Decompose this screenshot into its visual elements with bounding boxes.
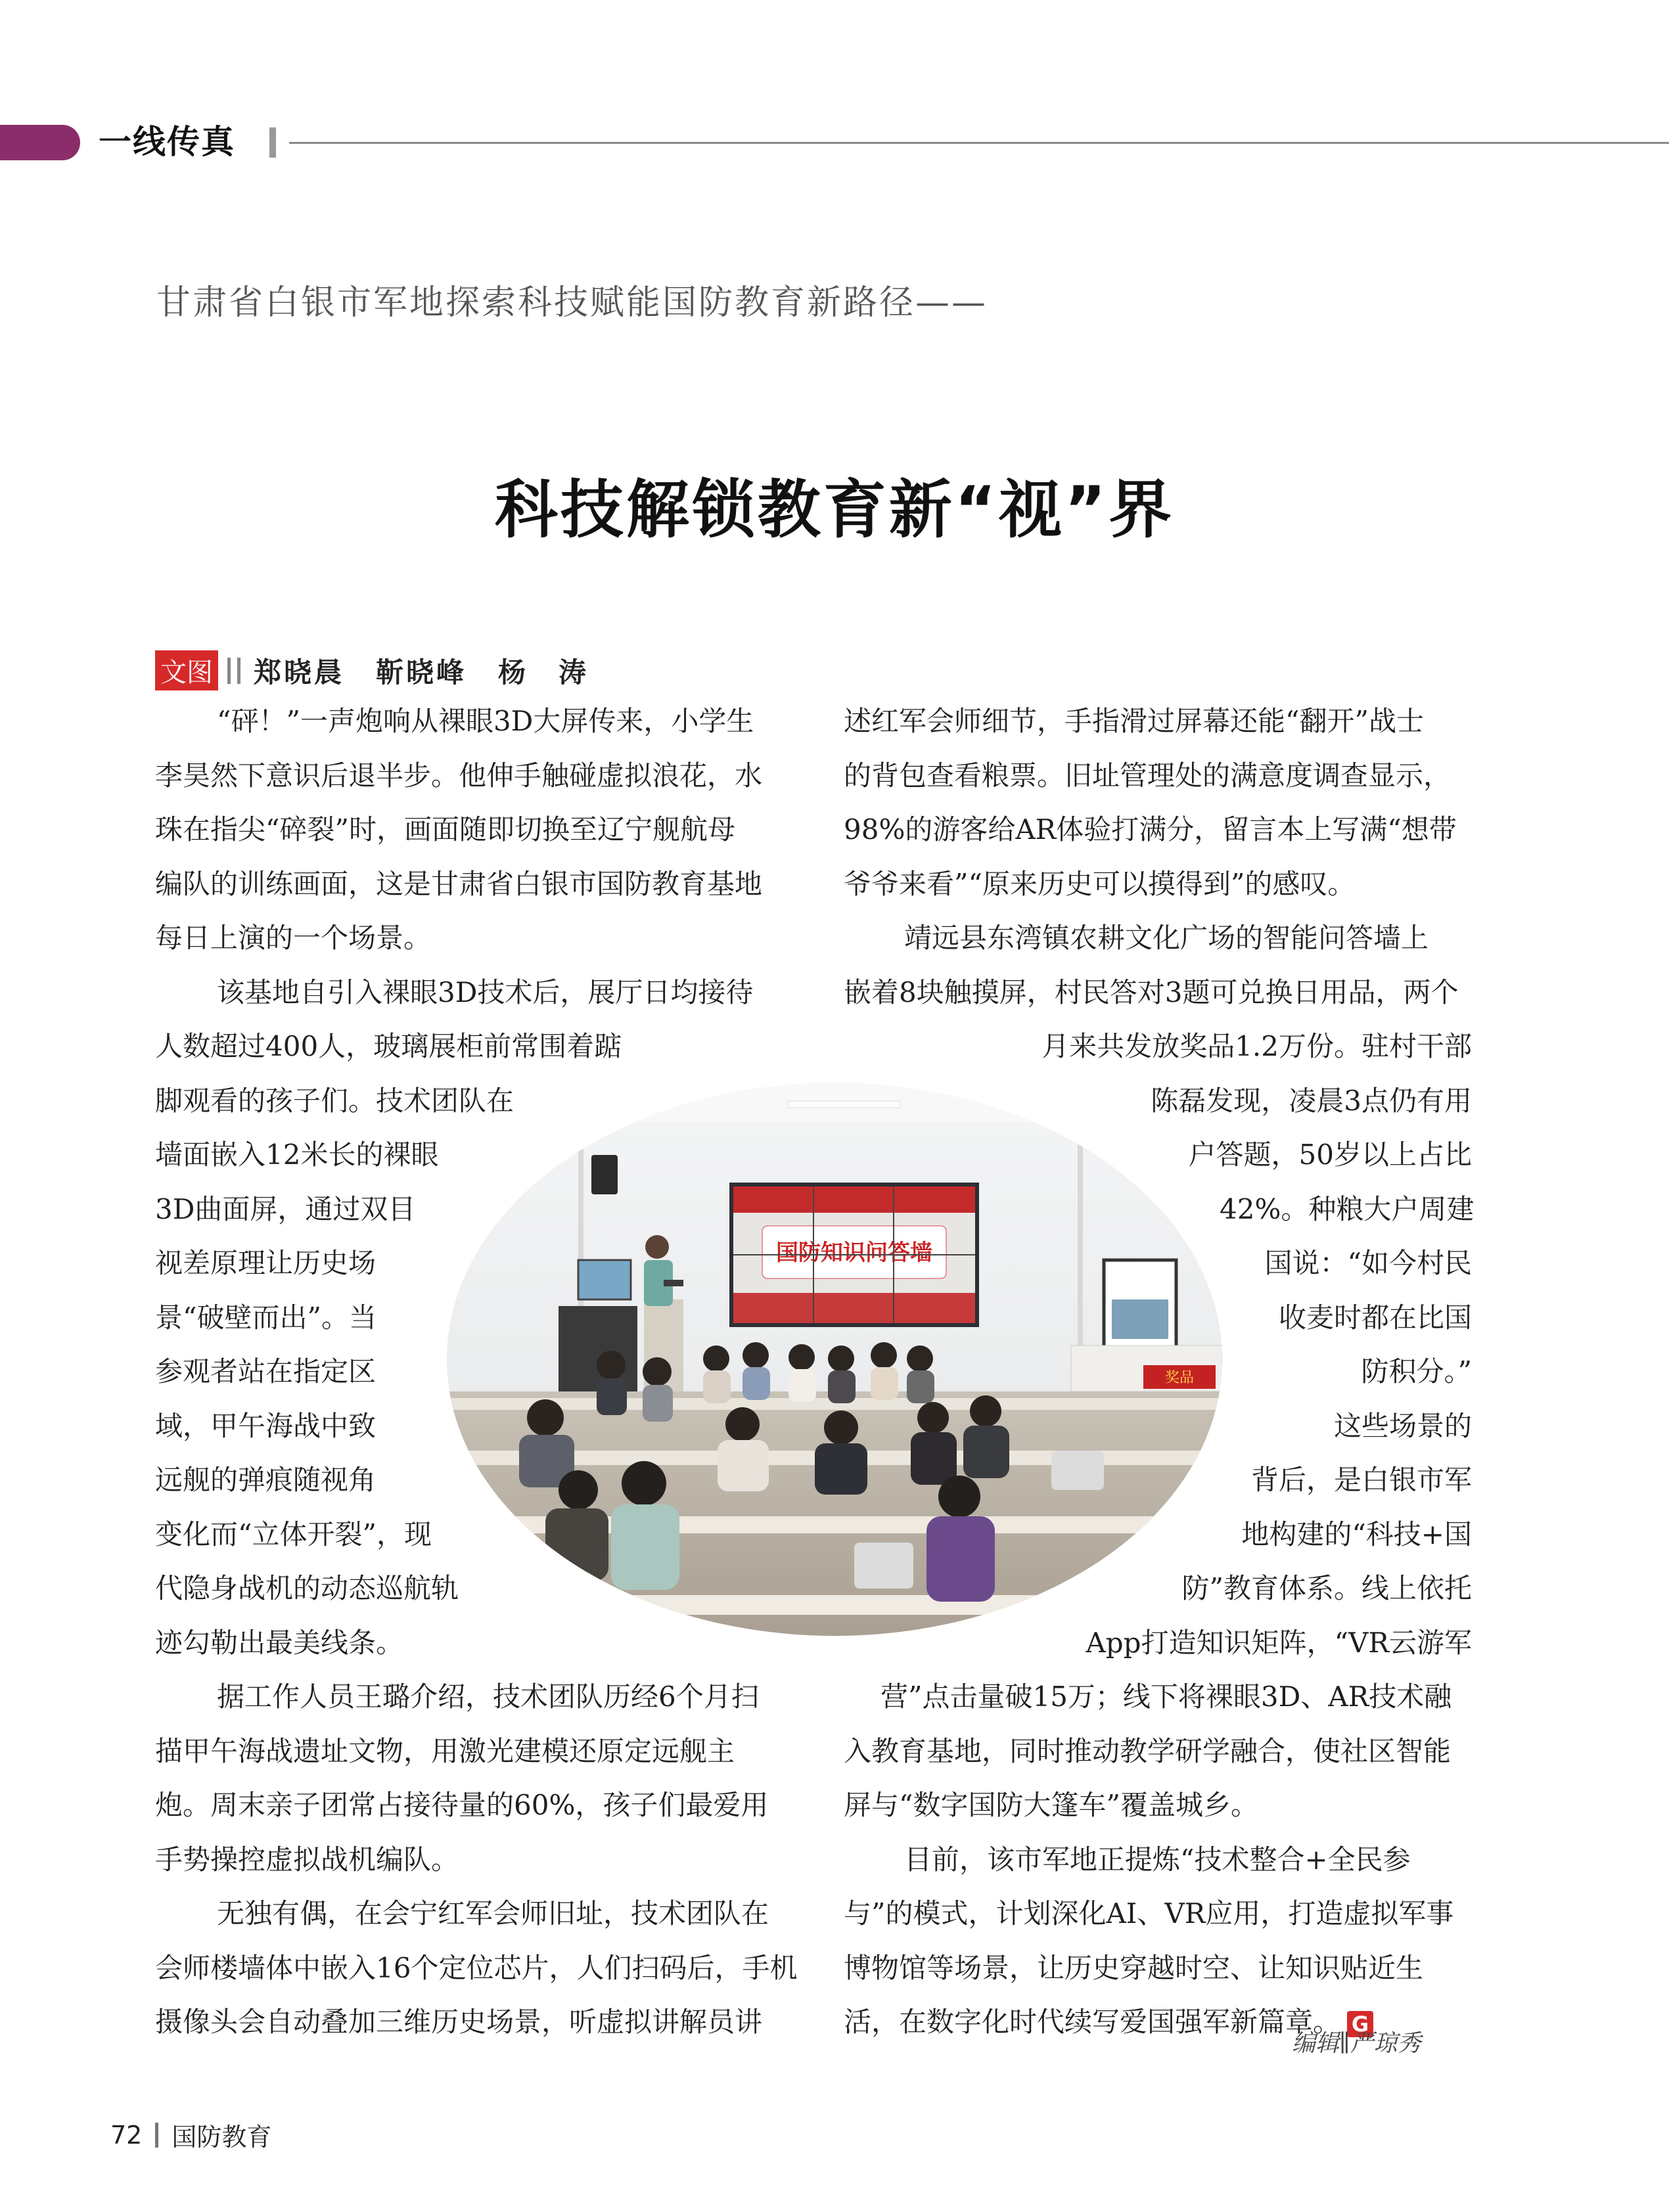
article-text-line: 陈磊发现，凌晨3点仍有用 xyxy=(1151,1084,1472,1117)
article-text-line: 3D曲面屏，通过双目 xyxy=(155,1192,416,1225)
article-text-line: 无独有偶，在会宁红军会师旧址，技术团队在 xyxy=(217,1897,769,1930)
article-text-line: 入教育基地，同时推动教学研学融合，使社区智能 xyxy=(844,1734,1452,1767)
magazine-name: 国防教育 xyxy=(171,2123,272,2152)
article-text-line: 墙面嵌入12米长的裸眼 xyxy=(155,1139,439,1171)
author-name: 郑晓晨 xyxy=(254,656,345,688)
article-text-line: 目前，该市军地正提炼“技术整合+全民参 xyxy=(904,1843,1411,1876)
byline xyxy=(155,650,620,690)
article-text-line: 嵌着8块触摸屏，村民答对3题可兑换日用品，两个 xyxy=(844,976,1459,1008)
section-title: 一线传真 xyxy=(99,123,235,161)
article-text-line: App打造知识矩阵，“VR云游军 xyxy=(1086,1626,1472,1659)
article-text-line-content: 活，在数字化时代续写爱国强军新篇章。 xyxy=(844,2006,1341,2038)
end-mark-icon: G xyxy=(1347,2011,1373,2037)
article-text-line: 该基地自引入裸眼3D技术后，展厅日均接待 xyxy=(217,976,754,1008)
article-text-line: 屏与“数字国防大篷车”覆盖城乡。 xyxy=(844,1789,1258,1821)
article-text-line: 与”的模式，计划深化AI、VR应用，打造虚拟军事 xyxy=(844,1897,1454,1930)
article-text-line: 珠在指尖“碎裂”时，画面随即切换至辽宁舰航母 xyxy=(155,813,735,846)
article-text-line: 国说：“如今村民 xyxy=(1264,1247,1472,1279)
classroom-photo xyxy=(447,1083,1222,1636)
article-text-line: 域，甲午海战中致 xyxy=(155,1409,377,1442)
article-text-line: 据工作人员王璐介绍，技术团队历经6个月扫 xyxy=(217,1681,759,1713)
section-divider xyxy=(269,127,276,158)
article-text-line: 参观者站在指定区 xyxy=(155,1355,377,1388)
footer-divider xyxy=(155,2123,158,2148)
header-rule xyxy=(289,142,1669,144)
article-subtitle: 甘肃省白银市军地探索科技赋能国防教育新路径—— xyxy=(156,283,988,323)
byline-divider xyxy=(237,658,240,684)
byline-tag: 文图 xyxy=(155,650,218,690)
article-text-line: 收麦时都在比国 xyxy=(1278,1301,1472,1334)
article-text-line: 迹勾勒出最美线条。 xyxy=(155,1626,404,1659)
article-text-line: 这些场景的 xyxy=(1333,1409,1472,1442)
article-text-line: 户答题，50岁以上占比 xyxy=(1188,1139,1472,1171)
article-text-line: 视差原理让历史场 xyxy=(155,1247,377,1279)
article-text-line: 月来共发放奖品1.2万份。驻村干部 xyxy=(1041,1030,1472,1062)
page-number: 72 xyxy=(110,2120,143,2150)
article-text-line: 每日上演的一个场景。 xyxy=(155,922,432,954)
author-name: 靳晓峰 xyxy=(376,656,467,688)
article-text-line: “砰！”一声炮响从裸眼3D大屏传来，小学生 xyxy=(217,705,754,737)
article-text-line: 炮。周末亲子团常占接待量的60%，孩子们最爱用 xyxy=(155,1789,769,1821)
article-text-line: 人数超过400人，玻璃展柜前常围着踮 xyxy=(155,1030,622,1062)
article-text-line: 摄像头会自动叠加三维历史场景，听虚拟讲解员讲 xyxy=(155,2006,763,2038)
article-text-line: 42%。种粮大户周建 xyxy=(1220,1192,1475,1225)
article-text-line: 景“破壁而出”。当 xyxy=(155,1301,377,1334)
article-text-line: 的背包查看粮票。旧址管理处的满意度调查显示， xyxy=(844,759,1452,792)
author-name: 杨 涛 xyxy=(498,656,589,688)
article-text-line: 脚观看的孩子们。技术团队在 xyxy=(155,1084,514,1117)
editor-credit: 编辑∥严琼秀 xyxy=(1292,2030,1421,2057)
article-text-line: 手势操控虚拟战机编队。 xyxy=(155,1843,459,1876)
article-text-line: 李昊然下意识后退半步。他伸手触碰虚拟浪花，水 xyxy=(155,759,763,792)
article-text-line: 爷爷来看”“原来历史可以摸得到”的感叹。 xyxy=(844,867,1356,900)
article-text-line: 描甲午海战遗址文物，用激光建模还原定远舰主 xyxy=(155,1734,735,1767)
section-tab-marker xyxy=(0,125,80,160)
article-text-line: 会师楼墙体中嵌入16个定位芯片，人们扫码后，手机 xyxy=(155,1951,798,1984)
article-text-line: 靖远县东湾镇农耕文化广场的智能问答墙上 xyxy=(904,922,1429,954)
article-text-line: 代隐身战机的动态巡航轨 xyxy=(155,1572,459,1604)
byline-divider xyxy=(227,658,231,684)
prize-label: 奖品 xyxy=(1164,1370,1195,1386)
screen-title: 国防知识问答墙 xyxy=(776,1240,932,1266)
article-text-line: 编队的训练画面，这是甘肃省白银市国防教育基地 xyxy=(155,867,763,900)
article-text-line: 远舰的弹痕随视角 xyxy=(155,1464,377,1496)
article-text-line: 博物馆等场景，让历史穿越时空、让知识贴近生 xyxy=(844,1951,1424,1984)
article-text-line: 98%的游客给AR体验打满分，留言本上写满“想带 xyxy=(844,813,1457,846)
article-text-line: 变化而“立体开裂”，现 xyxy=(155,1518,432,1550)
page-footer xyxy=(110,2117,271,2153)
article-text-line: 地构建的“科技+国 xyxy=(1241,1518,1472,1550)
article-text-line: 营”点击量破15万；线下将裸眼3D、AR技术融 xyxy=(880,1681,1452,1713)
article-text-line: 防”教育体系。线上依托 xyxy=(1181,1572,1472,1604)
article-text-line: 述红军会师细节，手指滑过屏幕还能“翻开”战士 xyxy=(844,705,1424,737)
article-text-line: 防积分。” xyxy=(1361,1355,1472,1388)
article-text-line: 背后，是白银市军 xyxy=(1250,1464,1472,1496)
article-title: 科技解锁教育新“视”界 xyxy=(494,473,1175,547)
